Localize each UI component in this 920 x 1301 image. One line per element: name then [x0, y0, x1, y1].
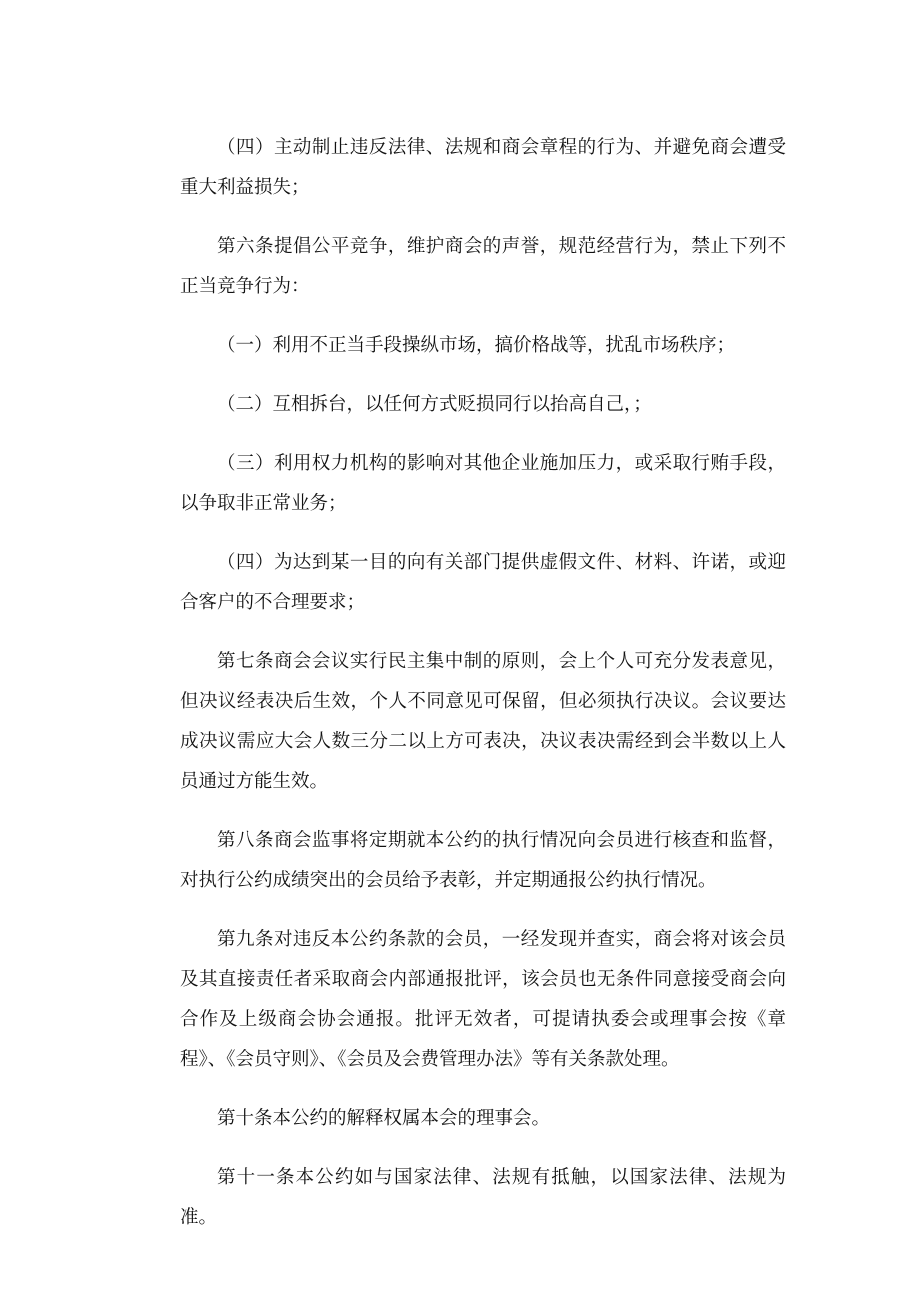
paragraph-article-6: 第六条提倡公平竞争，维护商会的声誉，规范经营行为，禁止下列不正当竞争行为： — [180, 236, 786, 297]
paragraph-article-6-item-2: （二）互相拆台，以任何方式贬损同行以抬高自己，； — [217, 394, 652, 415]
paragraph-article-6-item-1: （一）利用不正当手段操纵市场，搞价格战等，扰乱市场秩序； — [217, 335, 736, 356]
paragraph-article-11: 第十一条本公约如与国家法律、法规有抵触，以国家法律、法规为准。 — [180, 1167, 786, 1228]
paragraph-article-10: 第十条本公约的解释权属本会的理事会。 — [217, 1108, 551, 1129]
document-body — [180, 128, 786, 1257]
paragraph-article-6-item-3: （三）利用权力机构的影响对其他企业施加压力，或采取行贿手段，以争取非正常业务； — [180, 453, 786, 514]
paragraph-article-8: 第八条商会监事将定期就本公约的执行情况向会员进行核查和监督，对执行公约成绩突出的会员给予表彰，并定期通报公约执行情况。 — [180, 830, 786, 891]
paragraph-article-7: 第七条商会会议实行民主集中制的原则，会上个人可充分发表意见，但决议经表决后生效，个人不同意见可保留，但必须执行决议。会议要达成决议需应大会人数三分二以上方可表决，决议表决需经到会半数以上人员通过方能生效。 — [180, 651, 786, 792]
paragraph-clause-4-compliance: （四）主动制止违反法律、法规和商会章程的行为、并避免商会遭受重大利益损失； — [180, 137, 786, 198]
paragraph-article-6-item-4: （四）为达到某一目的向有关部门提供虚假文件、材料、许诺，或迎合客户的不合理要求； — [180, 552, 786, 613]
paragraph-article-9: 第九条对违反本公约条款的会员，一经发现并查实，商会将对该会员及其直接责任者采取商会内部通报批评，该会员也无条件同意接受商会向合作及上级商会协会通报。批评无效者，可提请执委会或理事会按《章程》、《会员守则》、《会员及会费管理办法》等有关条款处理。 — [180, 929, 786, 1070]
